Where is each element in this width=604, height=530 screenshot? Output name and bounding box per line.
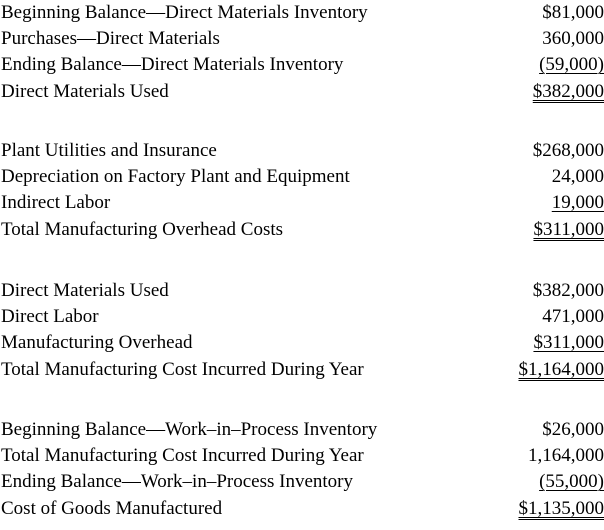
table-row-total bbox=[0, 496, 604, 522]
row-label: Direct Materials Used bbox=[1, 80, 169, 102]
table-row bbox=[0, 26, 604, 52]
table-row bbox=[0, 417, 604, 443]
table-row bbox=[0, 304, 604, 330]
table-row-total bbox=[0, 217, 604, 243]
row-amount: $382,000 bbox=[532, 280, 604, 301]
section-cost-of-goods-manufactured bbox=[0, 417, 604, 522]
row-amount-total: $1,135,000 bbox=[518, 497, 604, 519]
row-amount: 24,000 bbox=[551, 166, 604, 188]
row-label: Purchases—Direct Materials bbox=[1, 28, 220, 50]
row-label: Total Manufacturing Cost Incurred During Year bbox=[1, 358, 364, 380]
section-manufacturing-overhead bbox=[0, 138, 604, 243]
row-amount: 19,000 bbox=[551, 192, 604, 214]
row-label: Cost of Goods Manufactured bbox=[1, 497, 223, 519]
row-label: Beginning Balance—Work–in–Process Inventory bbox=[1, 419, 378, 440]
row-label: Direct Labor bbox=[1, 306, 99, 328]
row-label: Total Manufacturing Overhead Costs bbox=[1, 218, 284, 240]
row-amount-total: $311,000 bbox=[533, 218, 604, 240]
table-row bbox=[0, 164, 604, 190]
table-row bbox=[0, 278, 604, 304]
table-row-total bbox=[0, 357, 604, 383]
row-label: Direct Materials Used bbox=[1, 280, 169, 301]
table-row bbox=[0, 190, 604, 216]
table-row bbox=[0, 52, 604, 78]
row-amount-total: $1,164,000 bbox=[518, 358, 604, 380]
row-label: Plant Utilities and Insurance bbox=[1, 140, 217, 161]
row-amount: 1,164,000 bbox=[528, 445, 604, 467]
row-label: Total Manufacturing Cost Incurred During Year bbox=[1, 445, 364, 467]
row-label: Ending Balance—Work–in–Process Inventory bbox=[1, 471, 354, 493]
row-label: Manufacturing Overhead bbox=[1, 332, 193, 354]
row-label: Beginning Balance—Direct Materials Inventory bbox=[1, 2, 368, 23]
row-amount: $81,000 bbox=[542, 2, 604, 23]
row-amount: 360,000 bbox=[542, 28, 604, 50]
section-direct-materials bbox=[0, 0, 604, 105]
row-amount: 471,000 bbox=[542, 306, 604, 328]
row-label: Indirect Labor bbox=[1, 192, 111, 214]
table-row bbox=[0, 469, 604, 495]
table-row bbox=[0, 138, 604, 164]
section-total-manufacturing-cost bbox=[0, 278, 604, 383]
row-label: Ending Balance—Direct Materials Inventory bbox=[1, 54, 344, 76]
row-label: Depreciation on Factory Plant and Equipment bbox=[1, 166, 350, 188]
row-amount: $311,000 bbox=[533, 332, 604, 354]
row-amount: (59,000) bbox=[539, 54, 604, 76]
row-amount-total: $382,000 bbox=[532, 80, 604, 102]
table-row-total bbox=[0, 79, 604, 105]
row-amount: $268,000 bbox=[532, 140, 604, 161]
table-row bbox=[0, 443, 604, 469]
table-row bbox=[0, 330, 604, 356]
row-amount: $26,000 bbox=[542, 419, 604, 440]
table-row bbox=[0, 0, 604, 26]
row-amount: (55,000) bbox=[539, 471, 604, 493]
